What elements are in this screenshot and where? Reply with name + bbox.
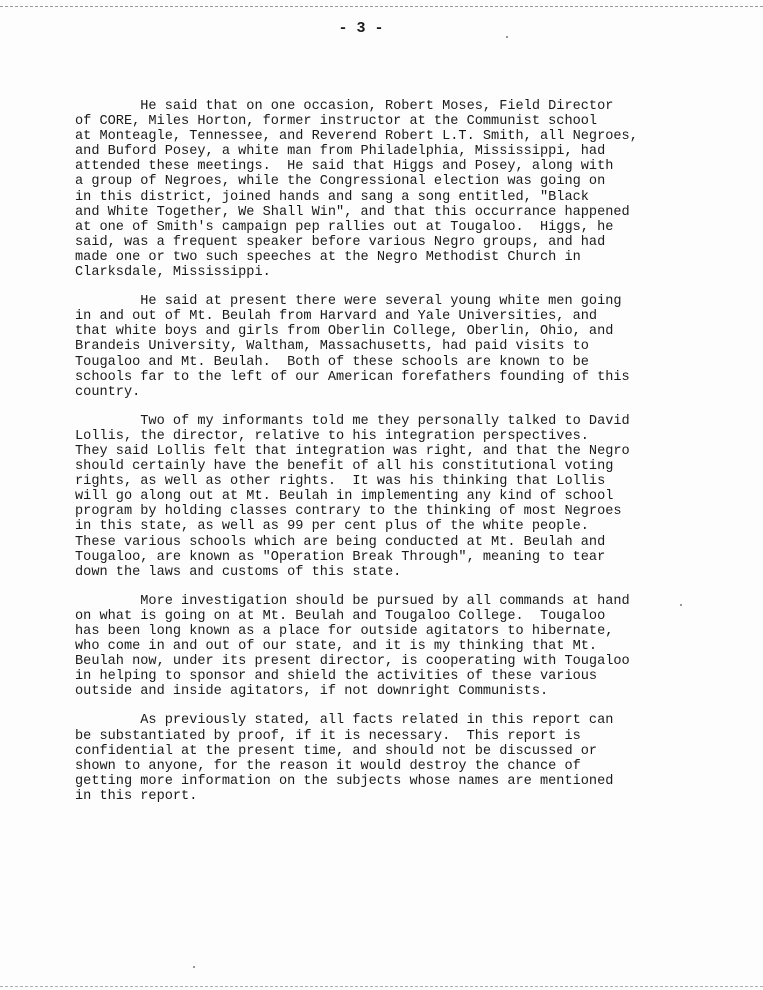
- text-line: in this district, joined hands and sang a song entitled, "Black: [75, 189, 589, 205]
- top-edge-rule: [0, 6, 763, 7]
- text-line: Brandeis University, Waltham, Massachusetts, had paid visits to: [75, 339, 589, 355]
- bottom-edge-rule: [0, 986, 763, 987]
- text-line: Clarksdale, Mississippi.: [75, 265, 271, 281]
- text-line: shown to anyone, for the reason it would destroy the chance of: [75, 758, 581, 774]
- text-line: Tougaloo and Mt. Beulah. Both of these schools are known to be: [75, 354, 589, 370]
- text-line: at one of Smith's campaign pep rallies out at Tougaloo. Higgs, he: [75, 219, 614, 235]
- text-line: Tougaloo, are known as "Operation Break Through", meaning to tear: [75, 549, 606, 565]
- text-line: Lollis, the director, relative to his integration perspectives.: [75, 428, 589, 444]
- text-line: at Monteagle, Tennessee, and Reverend Robert L.T. Smith, all Negroes,: [75, 129, 638, 145]
- text-line: down the laws and customs of this state.: [75, 564, 402, 580]
- text-line: in and out of Mt. Beulah from Harvard and Yale Universities, and: [75, 309, 598, 325]
- text-line: program by holding classes contrary to the thinking of most Negroes: [75, 504, 622, 520]
- text-line: These various schools which are being conducted at Mt. Beulah and: [75, 534, 606, 550]
- text-line: that white boys and girls from Oberlin College, Oberlin, Ohio, and: [75, 324, 614, 340]
- text-line: rights, as well as other rights. It was his thinking that Lollis: [75, 474, 606, 490]
- text-line: schools far to the left of our American forefathers founding of this: [75, 369, 630, 385]
- text-line: outside and inside agitators, if not downright Communists.: [75, 684, 549, 700]
- text-line: attended these meetings. He said that Higgs and Posey, along with: [75, 159, 614, 175]
- scan-speck: [193, 966, 195, 968]
- text-line: confidential at the present time, and should not be discussed or: [75, 743, 598, 759]
- text-line: in this report.: [75, 788, 198, 804]
- text-line: will go along out at Mt. Beulah in implementing any kind of school: [75, 489, 614, 505]
- text-line: Two of my informants told me they personally talked to David: [75, 413, 630, 429]
- text-line: has been long known as a place for outside agitators to hibernate,: [75, 624, 614, 639]
- text-line: Beulah now, under its present director, is cooperating with Tougaloo: [75, 654, 630, 670]
- page-number: - 3 -: [338, 20, 384, 37]
- text-line: country.: [75, 384, 141, 400]
- text-line: a group of Negroes, while the Congressional election was going on: [75, 174, 606, 190]
- scan-speck: [506, 36, 508, 38]
- paragraph-3: [75, 414, 715, 580]
- text-line: should certainly have the benefit of all his constitutional voting: [75, 459, 614, 475]
- text-line: He said that on one occasion, Robert Moses, Field Director: [75, 99, 614, 114]
- text-line: made one or two such speeches at the Negro Methodist Church in: [75, 249, 581, 265]
- text-line: on what is going on at Mt. Beulah and Tougaloo College. Tougaloo: [75, 608, 606, 624]
- paragraph-5: [75, 713, 715, 804]
- text-line: They said Lollis felt that integration was right, and that the Negro: [75, 443, 630, 459]
- text-line: and Buford Posey, a white man from Philadelphia, Mississippi, had: [75, 144, 606, 160]
- text-line: who come in and out of our state, and it is my thinking that Mt.: [75, 639, 598, 655]
- paragraph-4: [75, 594, 715, 700]
- text-line: of CORE, Miles Horton, former instructor at the Communist school: [75, 114, 598, 130]
- text-line: said, was a frequent speaker before various Negro groups, and had: [75, 234, 606, 250]
- text-line: He said at present there were several young white men going: [75, 294, 622, 310]
- text-line: be substantiated by proof, if it is necessary. This report is: [75, 728, 581, 744]
- text-line: getting more information on the subjects whose names are mentioned: [75, 773, 614, 789]
- paragraph-2: [75, 294, 715, 400]
- text-line: in this state, as well as 99 per cent plus of the white people.: [75, 519, 589, 535]
- text-line: More investigation should be pursued by all commands at hand: [75, 593, 630, 609]
- text-line: and White Together, We Shall Win", and that this occurrance happened: [75, 204, 630, 220]
- paragraph-1: [75, 99, 715, 280]
- text-line: in helping to sponsor and shield the activities of these various: [75, 669, 598, 685]
- text-line: As previously stated, all facts related in this report can: [75, 713, 614, 729]
- report-body: [75, 99, 715, 818]
- scan-speck: [680, 604, 682, 606]
